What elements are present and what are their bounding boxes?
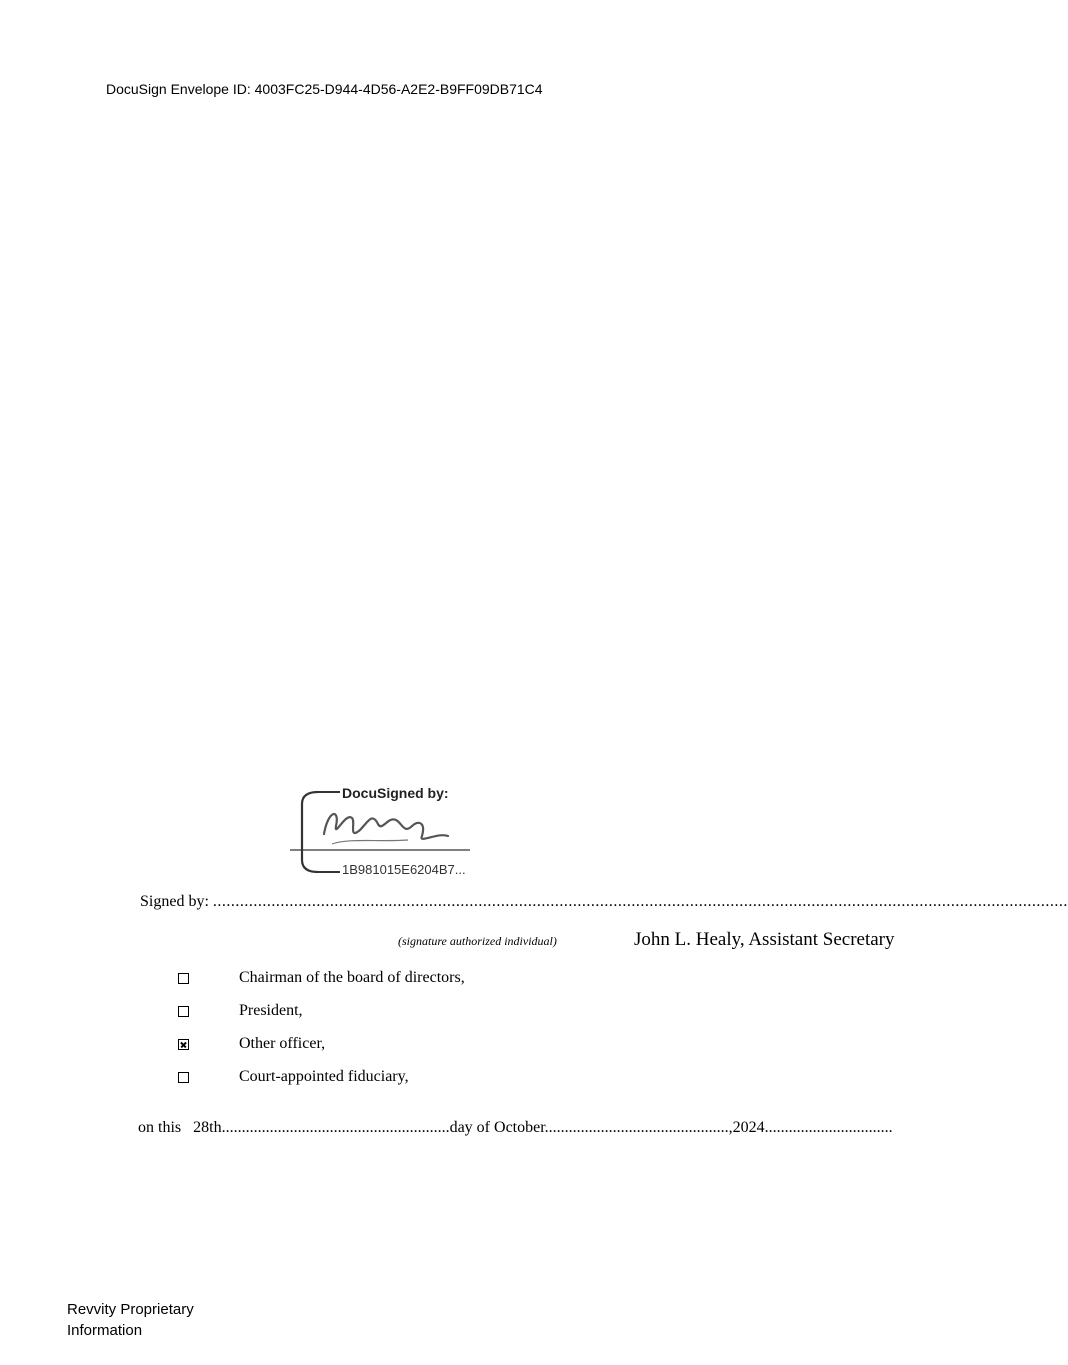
date-line [138, 1119, 966, 1137]
capacity-label: Court-appointed fiduciary, [239, 1068, 409, 1085]
capacity-president [178, 1002, 303, 1020]
capacity-label: Chairman of the board of directors, [239, 969, 465, 986]
envelope-id: DocuSign Envelope ID: 4003FC25-D944-4D56-A2E2-B9FF09DB71C4 [106, 81, 543, 97]
footer-line-2: Information [67, 1322, 143, 1339]
signed-by-label: Signed by: [140, 893, 209, 910]
capacity-other-officer [178, 1035, 325, 1053]
docusign-signature-stamp [288, 782, 473, 880]
capacity-label: President, [239, 1002, 303, 1019]
date-prefix: on this [138, 1119, 182, 1136]
footer-line-1: Revvity Proprietary [67, 1301, 194, 1318]
footer-classification [67, 1299, 194, 1341]
capacity-court-fiduciary [178, 1068, 409, 1086]
checkbox-president[interactable] [178, 1006, 189, 1017]
capacity-chairman [178, 969, 465, 987]
stamp-label: DocuSigned by: [342, 785, 449, 801]
stamp-code: 1B981015E6204B7... [342, 862, 466, 877]
checkbox-chairman[interactable] [178, 973, 189, 984]
date-year: ,2024................................ [728, 1119, 893, 1136]
date-month: day of October.............................................. [449, 1119, 729, 1136]
signature-caption: (signature authorized individual) [398, 934, 557, 948]
signed-by-dots: .............................................................................................................................................................................................. [212, 893, 1068, 910]
signed-by-line [140, 893, 1068, 911]
checkbox-court-fiduciary[interactable] [178, 1072, 189, 1083]
capacity-label: Other officer, [239, 1035, 326, 1052]
date-day: 28th......................................................... [193, 1119, 450, 1136]
signer-name: John L. Healy, Assistant Secretary [634, 929, 895, 950]
checkbox-other-officer[interactable] [178, 1039, 189, 1050]
